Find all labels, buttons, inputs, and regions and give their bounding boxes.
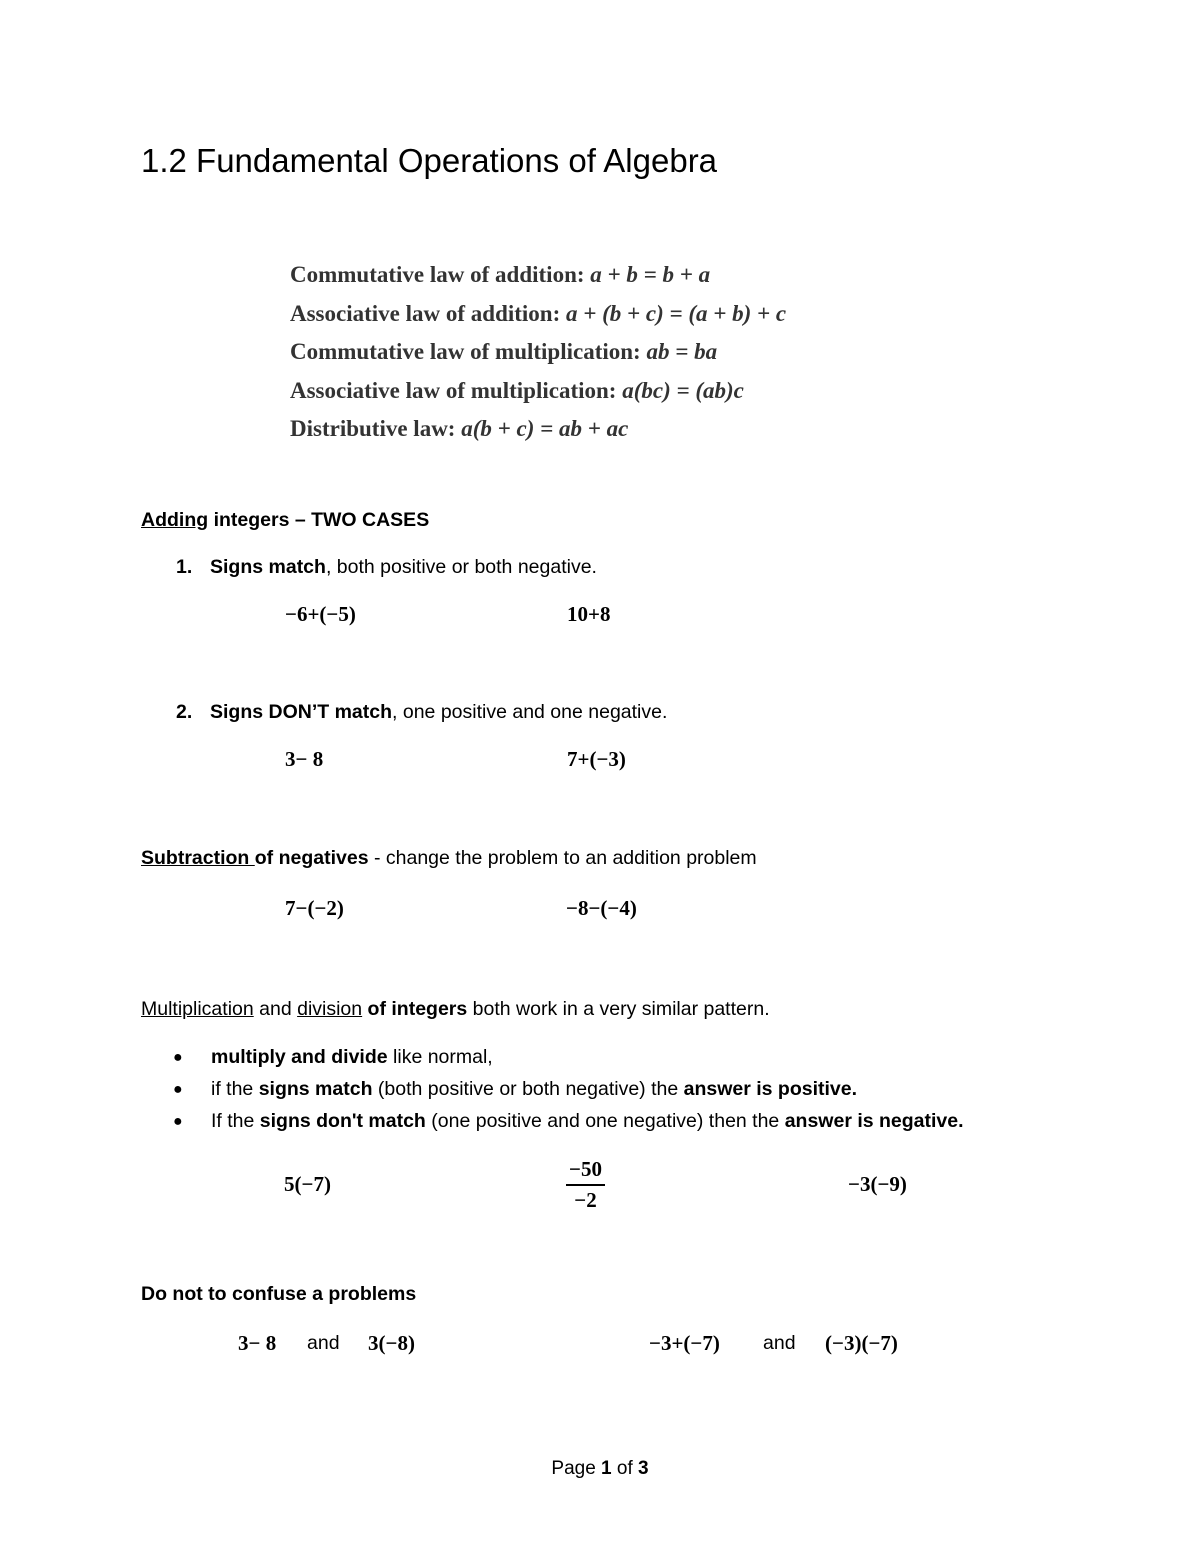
division-fraction [566, 1157, 605, 1213]
bullet-3-bold-1: signs don't match [259, 1110, 426, 1132]
bullet-3-bold-2: answer is negative. [784, 1110, 964, 1132]
bullet-icon: ● [173, 1113, 183, 1130]
laws-list [290, 256, 786, 449]
bullet-2-text-1: if the [211, 1078, 259, 1100]
multiplication-heading [141, 998, 770, 1021]
subtraction-underlined: Subtraction [141, 847, 255, 869]
bullet-2 [141, 1078, 857, 1101]
bullet-1-rest: like normal, [387, 1046, 493, 1068]
case2-example-1: 3− 8 [285, 747, 324, 771]
footer-page-word: Page [551, 1458, 602, 1479]
case1-bold: Signs match [210, 556, 326, 578]
case1-example-2: 10+8 [567, 602, 611, 626]
confuse-example-b1: −3+(−7) [649, 1331, 720, 1355]
case1-number: 1. [176, 556, 193, 578]
case2-rest: , one positive and one negative. [392, 701, 668, 723]
law-name: Associative law of addition: [290, 300, 561, 326]
case2-example-2: 7+(−3) [567, 747, 626, 771]
bullet-1 [141, 1046, 493, 1069]
adding-heading [141, 509, 429, 532]
law-name: Commutative law of addition: [290, 262, 585, 287]
adding-heading-rest: integers – TWO CASES [208, 509, 430, 531]
case2-bold: Signs DON’T match [210, 701, 393, 723]
law-formula: a + (b + c) = (a + b) + c [566, 300, 787, 326]
confuse-example-a1: 3− 8 [238, 1331, 277, 1355]
law-associative-multiplication [290, 372, 786, 411]
page-title: 1.2 Fundamental Operations of Algebra [141, 142, 718, 179]
fraction-denominator: −2 [574, 1188, 597, 1212]
subtraction-example-1: 7−(−2) [285, 896, 344, 920]
multiplication-rest: both work in a very similar pattern. [467, 998, 770, 1020]
adding-heading-underlined: Adding [141, 509, 209, 531]
bullet-2-bold-2: answer is positive. [683, 1078, 858, 1100]
case1-rest: , both positive or both negative. [325, 556, 597, 578]
law-name: Associative law of multiplication: [290, 377, 617, 403]
bullet-3 [141, 1110, 964, 1133]
footer-page-number: 1 [601, 1458, 612, 1479]
multiplication-example-3: −3(−9) [848, 1172, 907, 1196]
bullet-3-text-2: (one positive and one negative) then the [425, 1110, 785, 1132]
subtraction-heading [141, 847, 757, 870]
law-associative-addition [290, 295, 786, 334]
page-footer [0, 1458, 1200, 1480]
multiplication-underlined: Multiplication [141, 998, 254, 1020]
footer-of-word: of [611, 1458, 639, 1479]
footer-page-total: 3 [638, 1458, 649, 1479]
bullet-icon: ● [173, 1049, 183, 1066]
law-distributive [290, 410, 786, 449]
subtraction-rest: - change the problem to an addition problem [368, 847, 757, 869]
confuse-example-a2: 3(−8) [368, 1331, 415, 1355]
multiplication-example-1: 5(−7) [284, 1172, 331, 1196]
case2-number: 2. [176, 701, 193, 723]
bullet-2-bold-1: signs match [258, 1078, 373, 1100]
confuse-heading [141, 1283, 416, 1306]
division-underlined: division [297, 998, 363, 1020]
bullet-2-text-2: (both positive or both negative) the [372, 1078, 684, 1100]
case1-line [176, 556, 597, 579]
law-commutative-addition [290, 256, 786, 295]
law-formula: a + b = b + a [590, 262, 711, 287]
multiplication-bold: of integers [362, 998, 468, 1020]
confuse-example-b2: (−3)(−7) [825, 1331, 898, 1355]
confuse-heading-text: Do not to confuse a problems [141, 1283, 417, 1305]
bullet-3-text-1: If the [211, 1110, 260, 1132]
law-formula: a(bc) = (ab)c [622, 377, 744, 403]
subtraction-bold: of negatives [254, 847, 369, 869]
confuse-and-1: and [307, 1332, 340, 1354]
bullet-icon: ● [173, 1081, 183, 1098]
law-name: Commutative law of multiplication: [290, 339, 641, 364]
subtraction-example-2: −8−(−4) [566, 896, 637, 920]
law-formula: a(b + c) = ab + ac [461, 416, 629, 441]
law-formula: ab = ba [646, 339, 718, 364]
case2-line [176, 701, 667, 724]
confuse-and-2: and [763, 1332, 796, 1354]
bullet-1-bold: multiply and divide [211, 1046, 388, 1068]
multiplication-and: and [253, 998, 298, 1020]
fraction-numerator: −50 [566, 1157, 605, 1186]
law-commutative-multiplication [290, 333, 786, 372]
case1-example-1: −6+(−5) [285, 602, 356, 626]
law-name: Distributive law: [290, 416, 456, 441]
